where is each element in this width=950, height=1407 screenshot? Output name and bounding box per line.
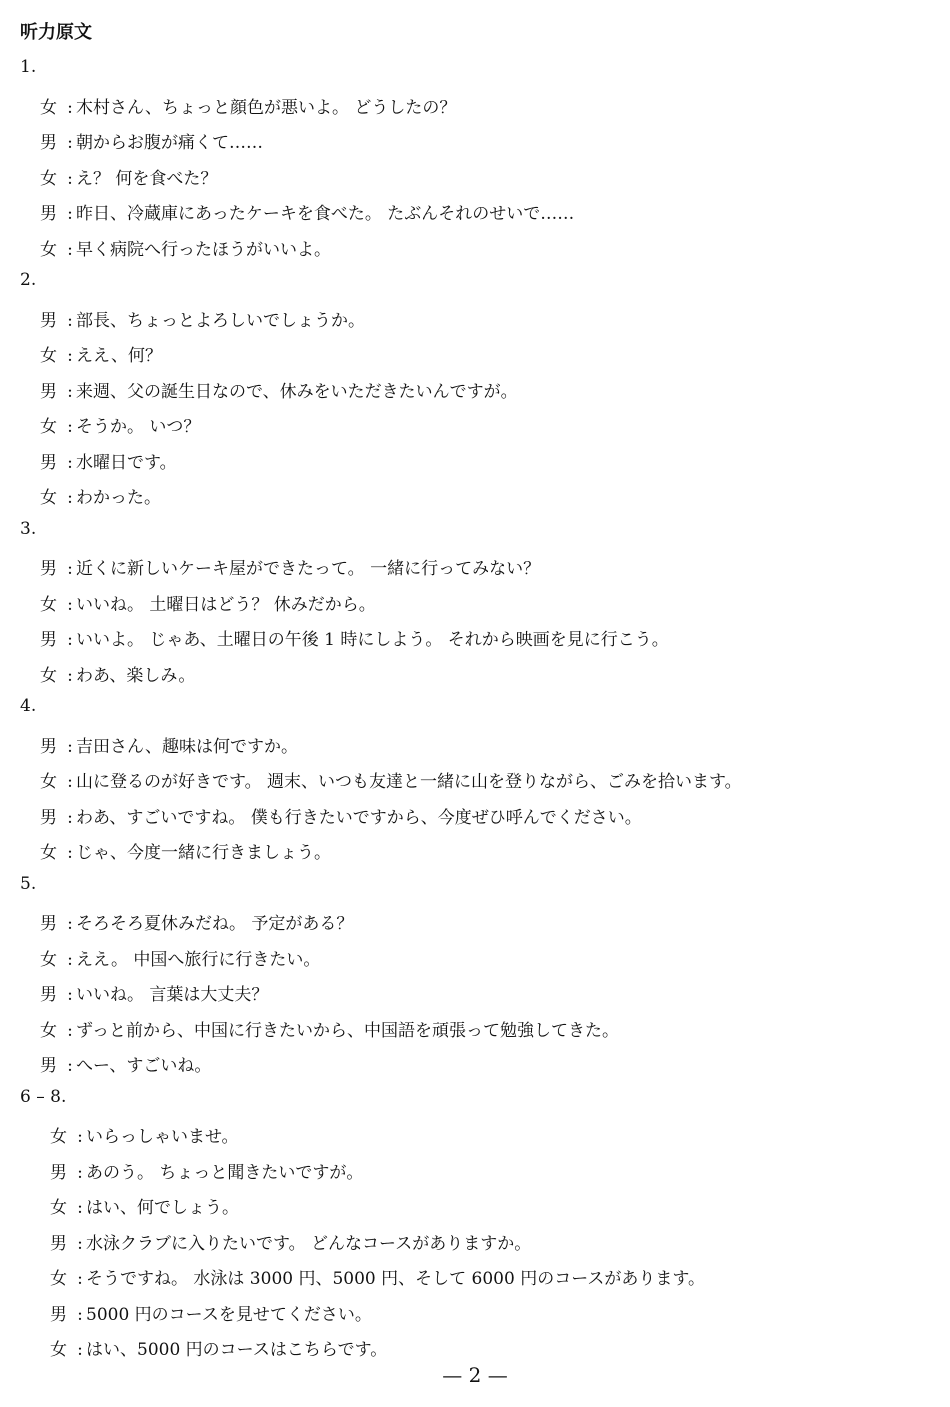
speaker-label: 女 [40,772,57,792]
dialogue-text: いいね。 土曜日はどう？ 休みだから。 [76,594,376,615]
speaker-separator: : [67,381,73,402]
dialogue-text: ええ、何？ [76,346,163,366]
speaker-label: 女 [40,417,57,437]
dialogue-line [40,909,353,934]
dialogue-text: 木村さん、ちょっと顔色が悪いよ。 どうしたの？ [76,97,457,118]
dialogue-text: わあ、楽しみ。 [76,665,196,686]
dialogue-line [40,590,376,615]
speaker-label: 男 [40,914,57,934]
speaker-separator: : [77,1127,83,1147]
dialogue-line [40,767,742,792]
dialogue-text: いいよ。 じゃあ、土曜日の午後 1 時にしよう。 それから映画を見に行こう。 [76,630,669,650]
speaker-separator: : [77,1233,83,1254]
dialogue-text: 5000 円のコースを見せてください。 [86,1304,372,1325]
speaker-label: 女 [40,488,57,508]
speaker-label: 女 [50,1127,67,1147]
dialogue-line [50,1122,239,1147]
dialogue-text: 部長、ちょっとよろしいでしょうか。 [76,310,365,331]
dialogue-text: 早く病院へ行ったほうがいいよ。 [76,239,331,260]
dialogue-line [40,838,331,863]
speaker-label: 女 [50,1198,67,1218]
dialogue-line [50,1335,387,1360]
section-number: 6 – 8. [20,1086,67,1107]
speaker-label: 男 [40,381,57,402]
dialogue-text: ずっと前から、中国に行きたいから、中国語を頑張って勉強してきた。 [76,1020,619,1041]
dialogue-line [50,1264,705,1289]
speaker-label: 男 [50,1162,67,1183]
speaker-separator: : [67,1056,73,1076]
dialogue-line [50,1300,372,1325]
dialogue-line [40,1016,619,1041]
speaker-label: 男 [50,1233,67,1254]
speaker-separator: : [67,168,73,189]
dialogue-line [40,199,574,224]
dialogue-line [40,980,268,1005]
dialogue-line [40,661,195,686]
dialogue-line [40,803,642,828]
dialogue-text: そうですね。 水泳は 3000 円、5000 円、そして 6000 円のコースがあります。 [86,1269,706,1289]
dialogue-text: はい、何でしょう。 [86,1198,239,1218]
speaker-label: 女 [40,346,57,366]
dialogue-line [40,128,263,153]
speaker-label: 男 [40,630,57,650]
speaker-label: 男 [40,1056,57,1076]
speaker-label: 男 [40,204,57,224]
dialogue-line [40,945,320,970]
dialogue-line [40,732,298,757]
speaker-separator: : [67,665,73,686]
speaker-separator: : [67,204,73,224]
speaker-separator: : [77,1340,83,1360]
dialogue-text: え？ 何を食べた？ [76,168,218,189]
dialogue-line [40,93,456,118]
speaker-separator: : [67,310,73,331]
speaker-separator: : [67,772,73,792]
dialogue-line [40,341,162,366]
dialogue-line [40,448,177,473]
dialogue-text: いいね。 言葉は大丈夫？ [76,985,269,1005]
dialogue-line [40,412,200,437]
speaker-label: 女 [40,949,57,970]
speaker-separator: : [67,452,73,473]
dialogue-text: あのう。 ちょっと聞きたいですが。 [86,1162,364,1183]
speaker-separator: : [67,346,73,366]
speaker-label: 男 [40,310,57,331]
speaker-label: 男 [50,1304,67,1325]
speaker-separator: : [67,630,73,650]
speaker-label: 男 [40,807,57,828]
speaker-label: 女 [40,1020,57,1041]
section-number: 2. [20,270,37,290]
section-number: 1. [20,57,37,77]
speaker-separator: : [77,1304,83,1325]
dialogue-text: わあ、すごいですね。 僕も行きたいですから、今度ぜひ呼んでください。 [76,807,642,828]
page-title: 听力原文 [20,22,92,43]
dialogue-text: 昨日、冷蔵庫にあったケーキを食べた。 たぶんそれのせいで…… [76,204,575,224]
dialogue-line [40,377,518,402]
speaker-separator: : [67,807,73,828]
dialogue-line [40,483,161,508]
dialogue-text: 近くに新しいケーキ屋ができたって。 一緒に行ってみない？ [76,559,541,579]
dialogue-text: へー、すごいね。 [76,1056,212,1076]
speaker-separator: : [67,736,73,757]
speaker-label: 男 [40,985,57,1005]
dialogue-text: そうか。 いつ？ [76,417,201,437]
dialogue-line [40,235,331,260]
speaker-separator: : [67,949,73,970]
dialogue-text: じゃ、今度一緒に行きましょう。 [76,843,331,863]
speaker-separator: : [77,1269,83,1289]
dialogue-text: 吉田さん、趣味は何ですか。 [76,736,299,757]
speaker-separator: : [67,239,73,260]
dialogue-text: はい、5000 円のコースはこちらです。 [86,1340,388,1360]
page-number: — 2 — [442,1363,508,1387]
speaker-label: 女 [40,97,57,118]
speaker-separator: : [67,914,73,934]
speaker-label: 女 [50,1340,67,1360]
speaker-separator: : [67,594,73,615]
dialogue-text: 水曜日です。 [76,452,177,473]
dialogue-line [50,1229,531,1254]
speaker-label: 男 [40,736,57,757]
speaker-separator: : [67,133,73,153]
speaker-label: 女 [40,843,57,863]
dialogue-line [40,554,540,579]
speaker-label: 男 [40,452,57,473]
dialogue-text: いらっしゃいませ。 [86,1127,239,1147]
dialogue-text: わかった。 [76,488,161,508]
speaker-label: 女 [50,1269,67,1289]
speaker-separator: : [67,97,73,118]
speaker-label: 女 [40,594,57,615]
speaker-label: 女 [40,665,57,686]
dialogue-text: 山に登るのが好きです。 週末、いつも友達と一緒に山を登りながら、ごみを拾います。 [76,772,742,792]
speaker-separator: : [67,843,73,863]
speaker-separator: : [67,417,73,437]
speaker-separator: : [77,1162,83,1183]
dialogue-line [40,164,217,189]
dialogue-text: 朝からお腹が痛くて…… [76,133,263,153]
speaker-separator: : [67,1020,73,1041]
dialogue-line [50,1193,239,1218]
speaker-label: 女 [40,239,57,260]
speaker-separator: : [67,488,73,508]
section-number: 3. [20,518,37,539]
speaker-label: 女 [40,168,57,189]
dialogue-text: そろそろ夏休みだね。 予定がある？ [76,914,354,934]
dialogue-text: ええ。 中国へ旅行に行きたい。 [76,949,321,970]
speaker-separator: : [67,559,73,579]
dialogue-text: 来週、父の誕生日なので、休みをいただきたいんですが。 [76,381,518,402]
section-number: 5. [20,873,37,894]
section-number: 4. [20,696,37,716]
speaker-label: 男 [40,559,57,579]
dialogue-line [50,1158,363,1183]
dialogue-line [40,306,365,331]
speaker-label: 男 [40,133,57,153]
dialogue-line [40,625,669,650]
dialogue-text: 水泳クラブに入りたいです。 どんなコースがありますか。 [86,1233,532,1254]
dialogue-line [40,1051,211,1076]
speaker-separator: : [67,985,73,1005]
speaker-separator: : [77,1198,83,1218]
